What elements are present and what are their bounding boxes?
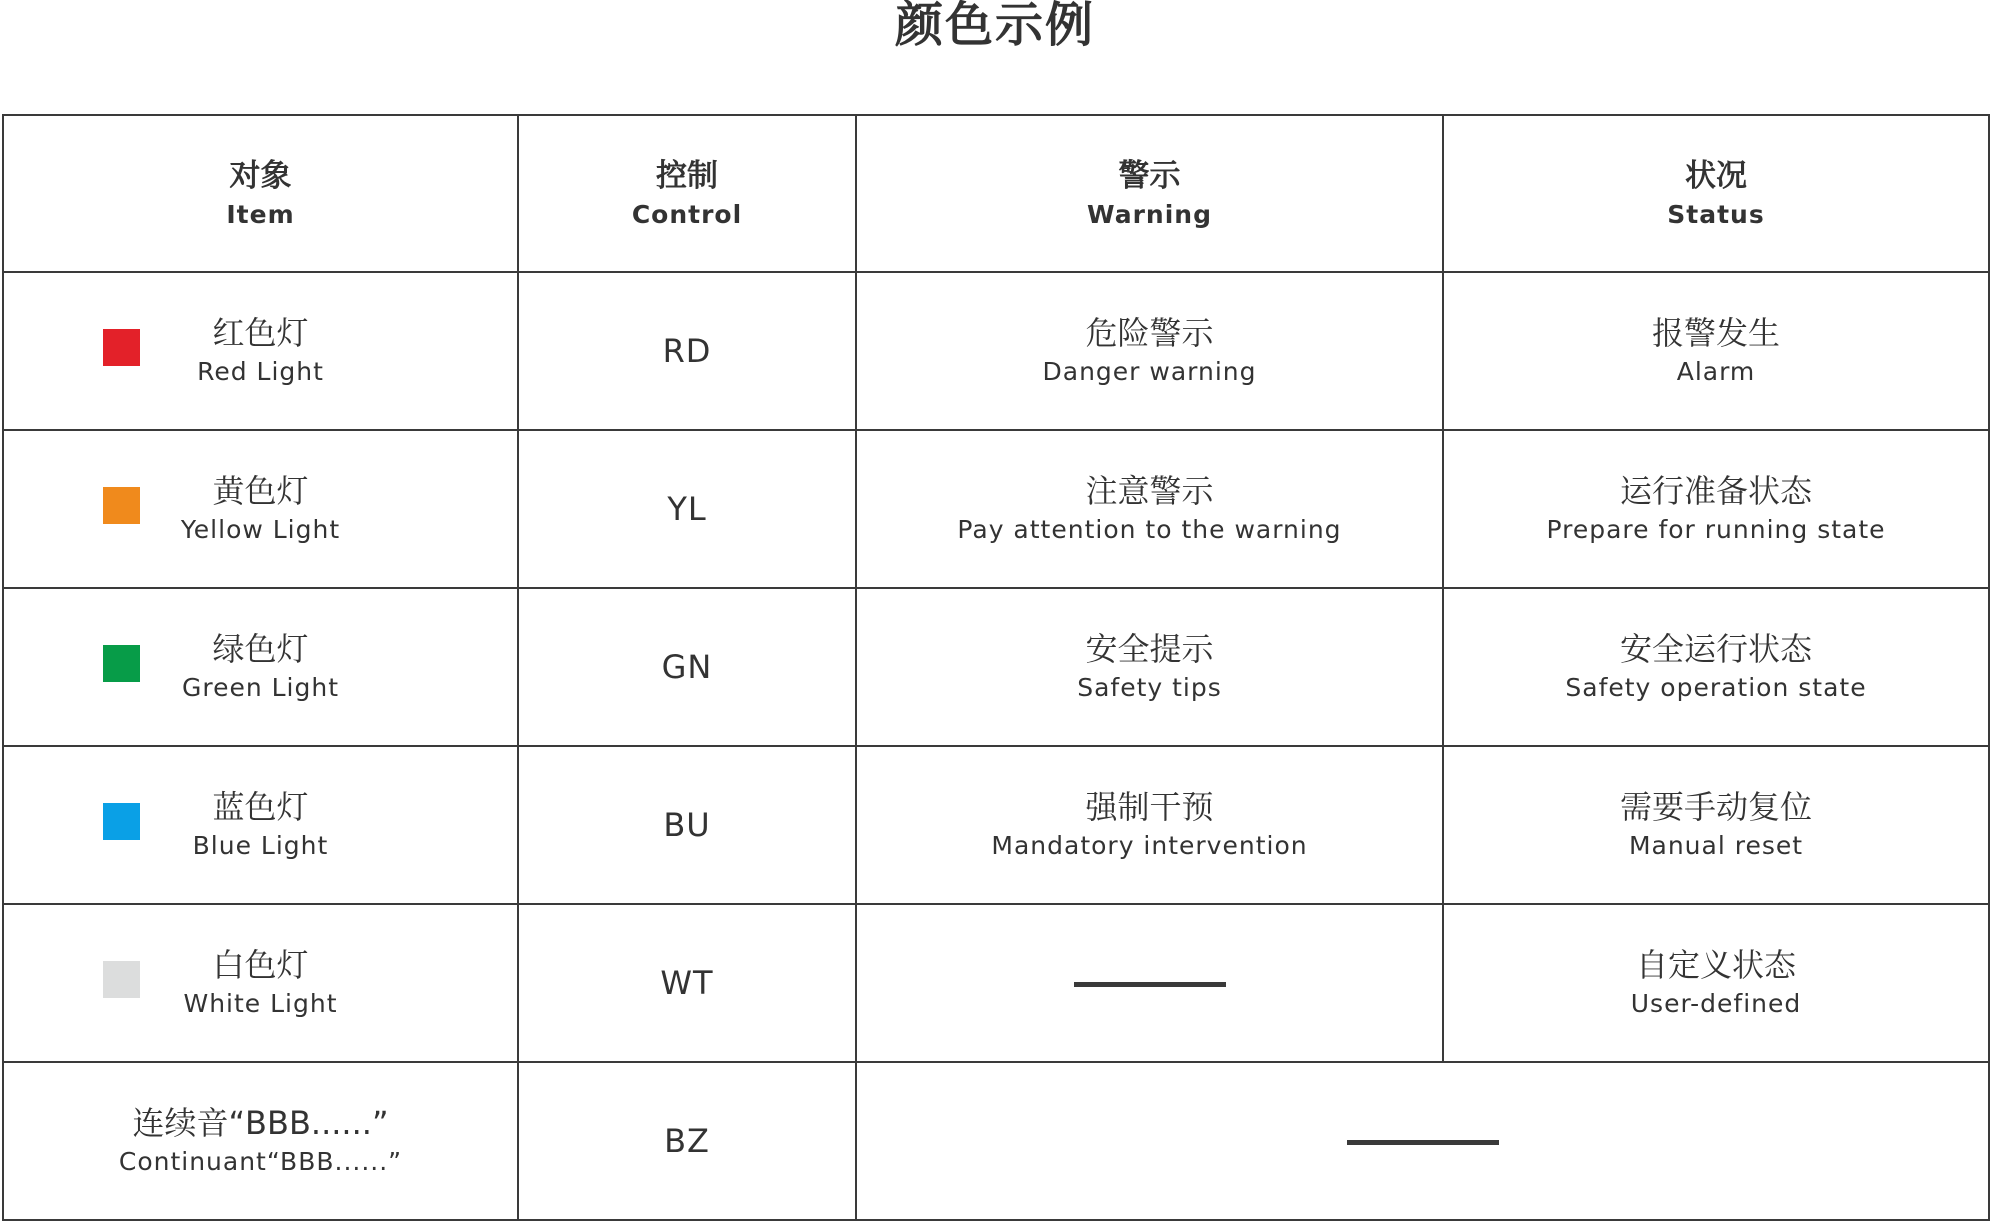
header-control-en: Control (631, 199, 743, 229)
table-row (3, 746, 1989, 904)
header-warning-cn: 警示 (1118, 157, 1181, 194)
warning-cell (856, 430, 1443, 588)
control-code: YL (667, 490, 707, 528)
table-row (3, 430, 1989, 588)
item-en: Green Light (181, 673, 340, 702)
header-status (1443, 115, 1989, 272)
control-cell (518, 746, 856, 904)
item-en: White Light (183, 989, 338, 1018)
buzzer-item-cn: 连续音“BBB......” (132, 1104, 389, 1142)
item-cn: 黄色灯 (212, 472, 309, 510)
warning-cn: 注意警示 (1085, 472, 1214, 510)
status-cell (1443, 430, 1989, 588)
status-cell (1443, 272, 1989, 430)
control-code: BU (663, 806, 711, 844)
status-en: Manual reset (1628, 831, 1804, 860)
control-cell (518, 430, 856, 588)
item-en: Yellow Light (180, 515, 341, 544)
control-cell (518, 272, 856, 430)
item-cn: 白色灯 (212, 946, 309, 984)
status-cell (1443, 746, 1989, 904)
status-en: User-defined (1630, 989, 1802, 1018)
table-row (3, 588, 1989, 746)
warning-cn: 安全提示 (1085, 630, 1214, 668)
status-cn: 报警发生 (1651, 314, 1780, 352)
buzzer-item-en: Continuant“BBB......” (118, 1147, 403, 1176)
color-swatch (103, 329, 140, 366)
item-cell (3, 904, 518, 1062)
item-en: Blue Light (192, 831, 329, 860)
item-cell (3, 746, 518, 904)
table-row (3, 904, 1989, 1062)
table-row (3, 1062, 1989, 1220)
item-cell (3, 588, 518, 746)
status-en: Prepare for running state (1546, 515, 1886, 544)
status-cn: 需要手动复位 (1619, 788, 1812, 826)
warning-en: Mandatory intervention (991, 831, 1308, 860)
warning-cn: 强制干预 (1085, 788, 1214, 826)
item-label (181, 470, 340, 548)
status-cell (1443, 588, 1989, 746)
status-cell (1443, 904, 1989, 1062)
item-cell (3, 1062, 518, 1220)
control-cell (518, 1062, 856, 1220)
header-item (3, 115, 518, 272)
warning-en: Safety tips (1077, 673, 1222, 702)
status-cn: 自定义状态 (1635, 946, 1796, 984)
header-control (518, 115, 856, 272)
color-swatch (103, 961, 140, 998)
item-en: Red Light (197, 357, 324, 386)
item-label (197, 312, 324, 390)
control-cell (518, 588, 856, 746)
header-item-en: Item (226, 199, 295, 229)
control-code: GN (661, 648, 713, 686)
empty-dash (1074, 982, 1226, 987)
color-swatch (103, 645, 140, 682)
color-swatch (103, 487, 140, 524)
warning-cell (856, 272, 1443, 430)
merged-warning-status-cell (856, 1062, 1989, 1220)
empty-dash (1347, 1140, 1499, 1145)
header-control-cn: 控制 (656, 157, 718, 194)
status-en: Alarm (1676, 357, 1756, 386)
status-cn: 安全运行状态 (1619, 630, 1812, 668)
header-warning-en: Warning (1087, 199, 1212, 229)
status-cn: 运行准备状态 (1619, 472, 1812, 510)
item-cn: 红色灯 (212, 314, 309, 352)
header-status-cn: 状况 (1685, 157, 1747, 194)
item-label (182, 628, 339, 706)
item-label (193, 786, 329, 864)
header-status-en: Status (1667, 199, 1765, 229)
page-title: 颜色示例 (894, 0, 1095, 53)
header-warning (856, 115, 1443, 272)
header-item-cn: 对象 (229, 157, 292, 194)
table-header-row (3, 115, 1989, 272)
status-en: Safety operation state (1565, 673, 1867, 702)
item-cell (3, 272, 518, 430)
warning-cell (856, 588, 1443, 746)
color-swatch (103, 803, 140, 840)
item-label (183, 944, 337, 1022)
control-code: RD (662, 332, 712, 370)
item-cn: 绿色灯 (212, 630, 309, 668)
warning-cell (856, 904, 1443, 1062)
item-cell (3, 430, 518, 588)
warning-cn: 危险警示 (1085, 314, 1214, 352)
control-code: BZ (664, 1122, 710, 1160)
item-cn: 蓝色灯 (212, 788, 309, 826)
warning-en: Pay attention to the warning (957, 515, 1342, 544)
warning-en: Danger warning (1042, 357, 1257, 386)
warning-cell (856, 746, 1443, 904)
table-row (3, 272, 1989, 430)
color-table (2, 114, 1990, 1221)
control-code: WT (660, 964, 714, 1002)
control-cell (518, 904, 856, 1062)
